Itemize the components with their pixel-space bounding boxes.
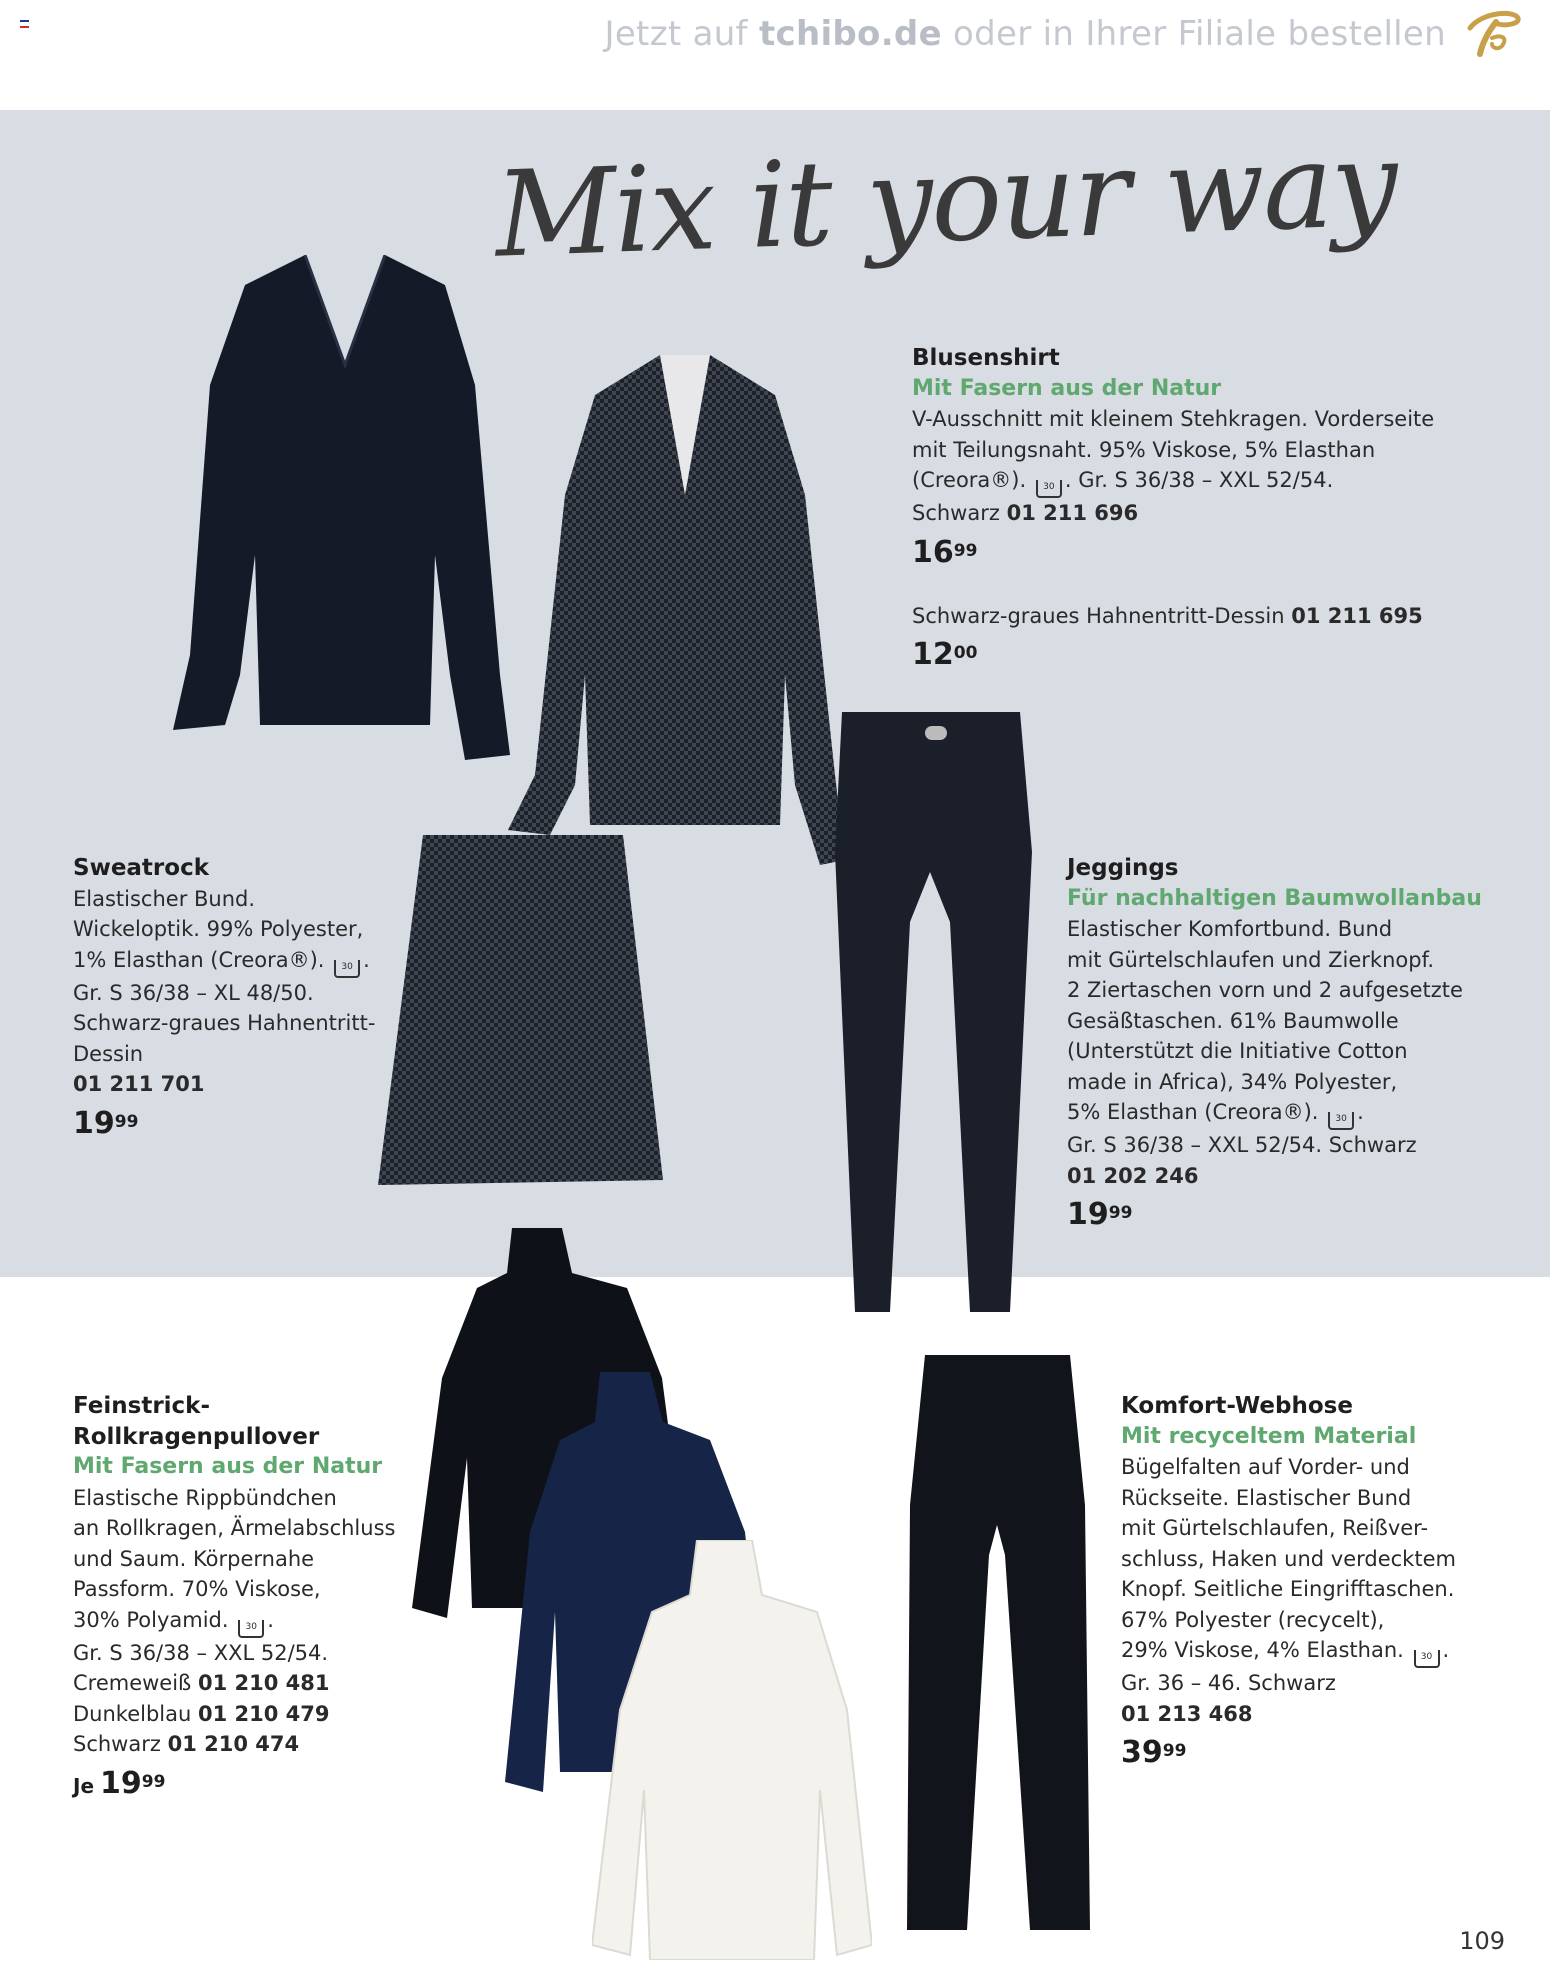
wash-30-icon: 30	[238, 1620, 264, 1638]
product-name: Sweatrock	[73, 855, 210, 881]
product-name: Rollkragenpullover	[73, 1423, 320, 1450]
product-claim: Mit recyceltem Material	[1121, 1423, 1417, 1449]
article-number: 01 211 695	[1291, 603, 1423, 628]
article-number: 01 213 468	[1121, 1701, 1253, 1726]
tchibo-logo-icon	[1462, 8, 1522, 58]
price: $19^{99}$	[1067, 1197, 1133, 1232]
product-jeggings: Jeggings Für nachhaltigen Baumwollanbau Elastischer Komfortbund. Bund mit Gürtelschlaufen und Zierknopf. 2 Ziertaschen vorn und 2 aufgesetzte Gesäßtaschen. 61% Baumwolle (Unterstützt die Initiative Cotton made in Africa), 34% Polyester, 5% Elasthan (Creora®). 30 . Gr. S 36/38 – XXL 52/54. Schwarz 01 202 246 $19^{99}$	[1067, 853, 1482, 1235]
blouse-houndstooth-image	[500, 355, 870, 865]
wash-30-icon: 30	[1328, 1112, 1354, 1130]
article-number: 01 210 474	[167, 1732, 300, 1756]
page-number: 109	[1459, 1927, 1505, 1955]
product-name: Feinstrick-	[73, 1393, 211, 1419]
price: $16^{99}$	[912, 534, 978, 570]
turtleneck-cream-image	[592, 1540, 872, 1960]
price: $39^{99}$	[1121, 1735, 1187, 1770]
headline: Mix it your way	[492, 114, 1399, 284]
product-komfort-webhose: Komfort-Webhose Mit recyceltem Material Bügelfalten auf Vorder- und Rückseite. Elastischer Bund mit Gürtelschlaufen, Reißver- schluss, Haken und verdecktem Knopf. Seitliche Eingrifftaschen. 67% Polyester (recycelt), 29% Viskose, 4% Elasthan. 30 . Gr. 36 – 46. Schwarz 01 213 468 $39^{99}$	[1121, 1391, 1456, 1773]
article-number: 01 210 479	[198, 1701, 330, 1726]
price: $12^{00}$	[912, 637, 978, 672]
wash-30-icon: 30	[1414, 1650, 1440, 1668]
wash-30-icon: 30	[334, 960, 360, 978]
flag-icon	[20, 20, 29, 27]
article-number: 01 202 246	[1067, 1163, 1199, 1188]
brand-link[interactable]: tchibo.de	[758, 14, 942, 54]
blouse-black-image	[165, 255, 525, 770]
article-number: 01 211 696	[1006, 501, 1139, 525]
product-claim: Mit Fasern aus der Natur	[73, 1454, 383, 1479]
article-number: 01 211 701	[73, 1072, 205, 1096]
product-name: Jeggings	[1067, 855, 1179, 881]
order-tagline: Jetzt auf tchibo.de oder in Ihrer Filiale bestellen	[604, 14, 1446, 54]
top-bar	[0, 0, 1550, 110]
wash-30-icon: 30	[1036, 480, 1062, 498]
product-name: Komfort-Webhose	[1121, 1393, 1353, 1419]
product-name: Blusenshirt	[912, 345, 1060, 371]
price: Je $19^{99}$	[73, 1765, 166, 1801]
product-blusenshirt: Blusenshirt Mit Fasern aus der Natur V-Ausschnitt mit kleinem Stehkragen. Vorderseite mit Teilungsnaht. 95% Viskose, 5% Elasthan (Creora®). 30 . Gr. S 36/38 – XXL 52/54. Schwarz 01 211 696 $16^{99}$ Schwarz-graues Hahnentritt-Dessin 01 211 695 $12^{00}$	[912, 343, 1434, 675]
price: $19^{99}$	[73, 1105, 139, 1141]
article-number: 01 210 481	[197, 1671, 330, 1695]
jeggings-image	[830, 712, 1035, 1317]
product-sweatrock: Sweatrock Elastischer Bund. Wickeloptik. 99% Polyester, 1% Elasthan (Creora®). 30 . Gr. S 36/38 – XL 48/50. Schwarz-graues Hahnentritt- Dessin 01 211 701 $19^{99}$	[73, 853, 375, 1144]
webhose-image	[905, 1355, 1090, 1935]
skirt-image	[378, 835, 663, 1195]
product-claim: Für nachhaltigen Baumwollanbau	[1067, 885, 1482, 911]
product-rollkragenpullover: Feinstrick- Rollkragenpullover Mit Fasern aus der Natur Elastische Rippbündchen an Rollkragen, Ärmelabschluss und Saum. Körpernahe Passform. 70% Viskose, 30% Polyamid. 30 . Gr. S 36/38 – XXL 52/54. Cremeweiß 01 210 481 Dunkelblau 01 210 479 Schwarz 01 210 474 Je $19^{99}$	[73, 1391, 395, 1806]
product-claim: Mit Fasern aus der Natur	[912, 375, 1222, 401]
